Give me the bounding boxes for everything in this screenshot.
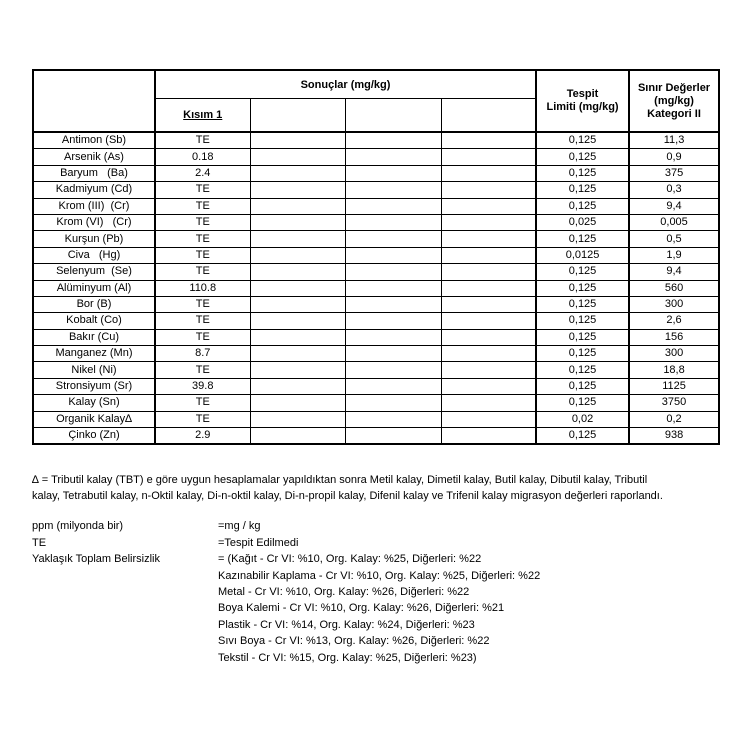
limit-value-cell: 11,3 — [629, 132, 719, 149]
result-empty-cell-3 — [345, 346, 441, 362]
detection-limit-cell: 0,125 — [536, 132, 629, 149]
result-empty-cell-4 — [441, 280, 536, 296]
detection-limit-cell: 0,02 — [536, 411, 629, 427]
result-kisim1-cell: TE — [155, 296, 250, 312]
result-empty-cell-4 — [441, 346, 536, 362]
definition-value: Boya Kalemi - Cr VI: %10, Org. Kalay: %26, Diğerleri: %21 — [218, 602, 505, 615]
result-kisim1-cell: TE — [155, 264, 250, 280]
limit-value-cell: 560 — [629, 280, 719, 296]
result-empty-cell-2 — [250, 182, 345, 198]
definition-term: Yaklaşık Toplam Belirsizlik — [32, 553, 160, 566]
results-tbody — [33, 132, 719, 444]
definition-term — [32, 600, 218, 616]
definition-value: Tekstil - Cr VI: %15, Org. Kalay: %25, Diğerleri: %23) — [218, 651, 477, 664]
result-empty-cell-3 — [345, 395, 441, 411]
limit-value-cell: 2,6 — [629, 313, 719, 329]
element-name-cell: Civa (Hg) — [33, 247, 155, 263]
result-empty-cell-4 — [441, 313, 536, 329]
definition-term — [32, 650, 218, 666]
result-empty-cell-3 — [345, 378, 441, 394]
result-empty-cell-4 — [441, 395, 536, 411]
result-empty-cell-2 — [250, 132, 345, 149]
limit-value-cell: 9,4 — [629, 264, 719, 280]
result-empty-cell-4 — [441, 296, 536, 312]
definition-value: Kazınabilir Kaplama - Cr VI: %10, Org. Kalay: %25, Diğerleri: %22 — [218, 569, 541, 582]
result-empty-cell-3 — [345, 313, 441, 329]
table-row — [33, 198, 719, 214]
result-empty-cell-3 — [345, 149, 441, 165]
element-name-cell: Kalay (Sn) — [33, 395, 155, 411]
limit-value-cell: 1125 — [629, 378, 719, 394]
detection-limit-cell: 0,0125 — [536, 247, 629, 263]
footnote-line1: ∆ = Tributil kalay (TBT) e göre uygun hesaplamalar yapıldıktan sonra Metil kalay, Dimetil kalay, Butil kalay, Dibutil kalay, Tributil — [32, 474, 648, 487]
result-empty-cell-4 — [441, 247, 536, 263]
limit-value-cell: 0,3 — [629, 182, 719, 198]
detection-limit-cell: 0,125 — [536, 264, 629, 280]
element-name-cell: Kurşun (Pb) — [33, 231, 155, 247]
table-row — [33, 411, 719, 427]
table-row — [33, 362, 719, 378]
result-empty-cell-4 — [441, 264, 536, 280]
result-kisim1-cell: TE — [155, 132, 250, 149]
result-empty-cell-3 — [345, 132, 441, 149]
empty-subheader-cell-3 — [345, 99, 441, 133]
limit-value-cell: 1,9 — [629, 247, 719, 263]
table-row — [33, 149, 719, 165]
element-name-cell: Bor (B) — [33, 296, 155, 312]
result-empty-cell-3 — [345, 231, 441, 247]
table-row — [33, 214, 719, 230]
detection-limit-cell: 0,125 — [536, 428, 629, 445]
result-kisim1-cell: 2.4 — [155, 165, 250, 181]
result-empty-cell-3 — [345, 428, 441, 445]
limit-values-header — [629, 70, 719, 132]
element-name-cell: Çinko (Zn) — [33, 428, 155, 445]
table-row — [33, 182, 719, 198]
limit-value-cell: 0,5 — [629, 231, 719, 247]
element-name-cell: Alüminyum (Al) — [33, 280, 155, 296]
element-name-cell: Selenyum (Se) — [33, 264, 155, 280]
detection-limit-cell: 0,125 — [536, 231, 629, 247]
result-empty-cell-2 — [250, 264, 345, 280]
empty-subheader-cell-4 — [441, 99, 536, 133]
result-empty-cell-4 — [441, 329, 536, 345]
result-kisim1-cell: 2.9 — [155, 428, 250, 445]
kisim1-label: Kısım 1 — [183, 109, 223, 121]
result-empty-cell-3 — [345, 247, 441, 263]
definition-term — [32, 568, 218, 584]
limit-value-cell: 0,2 — [629, 411, 719, 427]
result-kisim1-cell: 8.7 — [155, 346, 250, 362]
element-name-cell: Nikel (Ni) — [33, 362, 155, 378]
detection-limit-header-line2: Limiti (mg/kg) — [546, 101, 619, 113]
definitions-list — [32, 518, 718, 666]
result-empty-cell-2 — [250, 280, 345, 296]
definition-value: =Tespit Edilmedi — [218, 536, 299, 549]
detection-limit-cell: 0,025 — [536, 214, 629, 230]
table-row — [33, 378, 719, 394]
table-row — [33, 264, 719, 280]
detection-limit-cell: 0,125 — [536, 395, 629, 411]
limit-value-cell: 300 — [629, 346, 719, 362]
detection-limit-cell: 0,125 — [536, 362, 629, 378]
result-kisim1-cell: TE — [155, 395, 250, 411]
result-empty-cell-4 — [441, 362, 536, 378]
table-row — [33, 165, 719, 181]
empty-corner-cell — [33, 70, 155, 132]
result-kisim1-cell: TE — [155, 182, 250, 198]
result-empty-cell-2 — [250, 428, 345, 445]
result-kisim1-cell: TE — [155, 247, 250, 263]
result-empty-cell-2 — [250, 362, 345, 378]
result-empty-cell-3 — [345, 165, 441, 181]
result-empty-cell-2 — [250, 395, 345, 411]
result-empty-cell-4 — [441, 214, 536, 230]
result-empty-cell-4 — [441, 149, 536, 165]
result-kisim1-cell: TE — [155, 313, 250, 329]
detection-limit-cell: 0,125 — [536, 346, 629, 362]
kisim1-subheader — [155, 99, 250, 133]
detection-limit-cell: 0,125 — [536, 198, 629, 214]
result-empty-cell-4 — [441, 231, 536, 247]
detection-limit-cell: 0,125 — [536, 182, 629, 198]
result-empty-cell-4 — [441, 428, 536, 445]
limit-value-cell: 9,4 — [629, 198, 719, 214]
table-row — [33, 313, 719, 329]
result-empty-cell-2 — [250, 231, 345, 247]
definition-value: = (Kağıt - Cr VI: %10, Org. Kalay: %25, Diğerleri: %22 — [218, 553, 482, 566]
limit-value-cell: 300 — [629, 296, 719, 312]
result-empty-cell-2 — [250, 411, 345, 427]
table-row — [33, 247, 719, 263]
results-table-header — [33, 70, 719, 132]
definition-term: TE — [32, 536, 47, 549]
results-group-header: Sonuçlar (mg/kg) — [155, 70, 536, 99]
result-empty-cell-2 — [250, 165, 345, 181]
table-row — [33, 280, 719, 296]
result-empty-cell-3 — [345, 362, 441, 378]
detection-limit-cell: 0,125 — [536, 296, 629, 312]
result-empty-cell-3 — [345, 214, 441, 230]
definition-term — [32, 617, 218, 633]
result-empty-cell-3 — [345, 198, 441, 214]
detection-limit-cell: 0,125 — [536, 149, 629, 165]
result-empty-cell-4 — [441, 378, 536, 394]
result-empty-cell-3 — [345, 411, 441, 427]
table-row — [33, 231, 719, 247]
detection-limit-cell: 0,125 — [536, 280, 629, 296]
element-name-cell: Baryum (Ba) — [33, 165, 155, 181]
definition-value: =mg / kg — [218, 520, 261, 533]
result-kisim1-cell: 39.8 — [155, 378, 250, 394]
element-name-cell: Kadmiyum (Cd) — [33, 182, 155, 198]
limit-value-cell: 0,005 — [629, 214, 719, 230]
result-kisim1-cell: TE — [155, 198, 250, 214]
element-name-cell: Krom (VI) (Cr) — [33, 214, 155, 230]
table-row — [33, 296, 719, 312]
result-empty-cell-2 — [250, 378, 345, 394]
limit-value-cell: 18,8 — [629, 362, 719, 378]
limit-value-cell: 938 — [629, 428, 719, 445]
result-empty-cell-4 — [441, 411, 536, 427]
footnote-line2: kalay, Tetrabutil kalay, n-Oktil kalay, Di-n-oktil kalay, Di-n-propil kalay, Difenil kalay ve Trifenil kalay migrasyon değerleri raporlandı. — [32, 490, 663, 503]
result-empty-cell-2 — [250, 296, 345, 312]
detection-limit-cell: 0,125 — [536, 329, 629, 345]
element-name-cell: Stronsiyum (Sr) — [33, 378, 155, 394]
result-empty-cell-3 — [345, 280, 441, 296]
definition-term — [32, 633, 218, 649]
limit-value-cell: 3750 — [629, 395, 719, 411]
table-row — [33, 132, 719, 149]
definition-term: ppm (milyonda bir) — [32, 520, 124, 533]
result-kisim1-cell: TE — [155, 362, 250, 378]
detection-limit-cell: 0,125 — [536, 165, 629, 181]
limit-value-cell: 0,9 — [629, 149, 719, 165]
result-empty-cell-3 — [345, 296, 441, 312]
result-empty-cell-3 — [345, 264, 441, 280]
element-name-cell: Krom (III) (Cr) — [33, 198, 155, 214]
result-empty-cell-2 — [250, 313, 345, 329]
result-empty-cell-2 — [250, 198, 345, 214]
detection-limit-cell: 0,125 — [536, 313, 629, 329]
result-kisim1-cell: TE — [155, 214, 250, 230]
result-empty-cell-2 — [250, 247, 345, 263]
result-kisim1-cell: 0.18 — [155, 149, 250, 165]
definition-term — [32, 584, 218, 600]
footnote — [32, 472, 718, 504]
element-name-cell: Manganez (Mn) — [33, 346, 155, 362]
result-empty-cell-3 — [345, 329, 441, 345]
result-kisim1-cell: TE — [155, 411, 250, 427]
result-empty-cell-2 — [250, 346, 345, 362]
result-empty-cell-2 — [250, 149, 345, 165]
result-empty-cell-4 — [441, 165, 536, 181]
detection-limit-header — [536, 70, 629, 132]
table-row — [33, 329, 719, 345]
result-kisim1-cell: 110.8 — [155, 280, 250, 296]
element-name-cell: Kobalt (Co) — [33, 313, 155, 329]
definition-value: Plastik - Cr VI: %14, Org. Kalay: %24, Diğerleri: %23 — [218, 618, 475, 631]
results-table — [32, 69, 720, 445]
result-empty-cell-2 — [250, 329, 345, 345]
empty-subheader-cell-2 — [250, 99, 345, 133]
limit-values-header-line2: (mg/kg) — [654, 94, 694, 107]
element-name-cell: Antimon (Sb) — [33, 132, 155, 149]
definition-value: Metal - Cr VI: %10, Org. Kalay: %26, Diğerleri: %22 — [218, 586, 470, 599]
result-empty-cell-4 — [441, 198, 536, 214]
table-row — [33, 428, 719, 445]
result-kisim1-cell: TE — [155, 231, 250, 247]
limit-values-header-line1: Sınır Değerler — [637, 81, 711, 94]
result-empty-cell-2 — [250, 214, 345, 230]
limit-values-header-line3: Kategori II — [647, 107, 701, 120]
result-kisim1-cell: TE — [155, 329, 250, 345]
limit-value-cell: 156 — [629, 329, 719, 345]
table-row — [33, 346, 719, 362]
result-empty-cell-3 — [345, 182, 441, 198]
detection-limit-cell: 0,125 — [536, 378, 629, 394]
element-name-cell: Organik Kalay∆ — [33, 411, 155, 427]
element-name-cell: Bakır (Cu) — [33, 329, 155, 345]
result-empty-cell-4 — [441, 182, 536, 198]
limit-value-cell: 375 — [629, 165, 719, 181]
result-empty-cell-4 — [441, 132, 536, 149]
definition-value: Sıvı Boya - Cr VI: %13, Org. Kalay: %26, Diğerleri: %22 — [218, 635, 490, 648]
element-name-cell: Arsenik (As) — [33, 149, 155, 165]
table-row — [33, 395, 719, 411]
detection-limit-header-line1: Tespit — [566, 88, 599, 100]
